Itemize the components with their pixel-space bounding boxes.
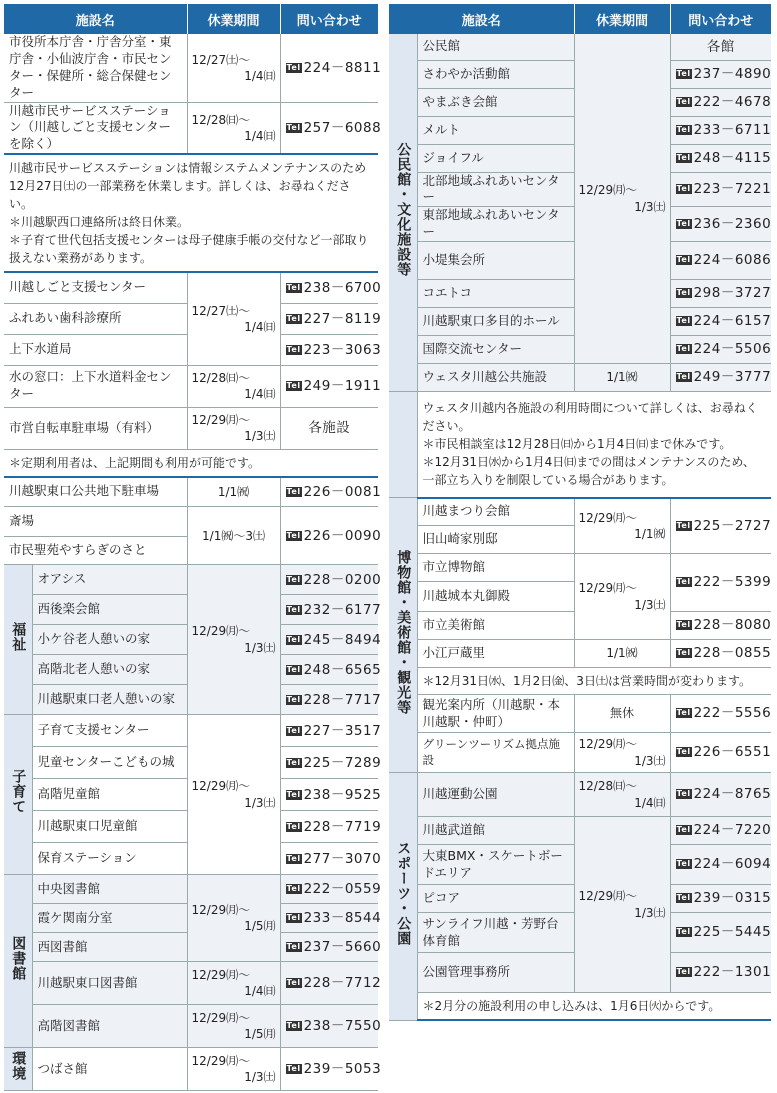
tel-icon: Tel [286,634,301,644]
tel-icon: Tel [676,219,691,229]
phone: Tel 223－7221 [670,172,771,207]
facility-name: 公園管理事務所 [417,953,574,993]
facility-name: 旧山崎家別邸 [417,526,574,554]
header-contact: 問い合わせ [670,4,771,34]
note-row [389,668,771,695]
facility-name: 川越城本丸御殿 [417,582,574,612]
facility-name: 川越駅東口多目的ホール [417,308,574,336]
phone: Tel 222－5399 [670,554,771,612]
phone: Tel 228－0200 [280,565,378,595]
tel-icon: Tel [676,620,691,630]
tel-icon: Tel [676,825,691,835]
tel-icon: Tel [286,344,301,354]
phone: Tel 222－5556 [670,695,771,733]
period: 12/28㈰～ 1/4㈰ [187,365,280,407]
facility-name: 川越駅東口老人憩いの家 [32,685,187,715]
tel-icon: Tel [676,255,691,265]
facility-name: 川越駅東口公共地下駐車場 [4,477,187,507]
tel-icon: Tel [286,1064,301,1074]
facility-name: 公民館 [417,34,574,60]
phone: Tel 248－6565 [280,655,378,685]
tel-icon: Tel [286,282,301,292]
category-museum: 博物館・美術館・観光等 [389,498,417,773]
table-row [4,365,378,407]
phone: Tel 238－6700 [280,272,378,303]
phone: Tel 232－6177 [280,595,378,625]
tel-icon: Tel [286,574,301,584]
tel-icon: Tel [676,648,691,658]
facility-name: 市立博物館 [417,554,574,582]
category-culture: 公民館・文化施設等 [389,34,417,392]
phone: Tel 233－8544 [280,904,378,933]
header-facility: 施設名 [4,4,187,34]
tel-icon: Tel [286,486,301,496]
phone: Tel 238－9525 [280,779,378,811]
facility-name: 小江戸蔵里 [417,640,574,668]
period: 1/1㈷ [574,640,670,668]
tel-icon: Tel [676,789,691,799]
period: 12/28㈰～ 1/4㈰ [187,102,280,154]
facility-name: 児童センターこどもの城 [32,747,187,779]
tel-icon: Tel [676,344,691,354]
period: 12/29㈪～ 1/3㈯ [574,817,670,993]
facility-name: 水の窓口：上下水道料金センター [4,365,187,407]
tel-icon: Tel [286,664,301,674]
phone: Tel 298－3727 [670,280,771,308]
tel-icon: Tel [286,381,301,391]
phone: Tel 224－7220 [670,817,771,845]
phone: Tel 222－0559 [280,875,378,904]
tel-icon: Tel [676,184,691,194]
tel-icon: Tel [286,604,301,614]
facility-name: オアシス [32,565,187,595]
facility-name: さわやか活動館 [417,60,574,88]
facility-name: 保育ステーション [32,843,187,875]
tel-icon: Tel [286,530,301,540]
table-row [4,875,378,904]
tel-icon: Tel [676,708,691,718]
table-row [4,34,378,102]
facility-name: ふれあい歯科診療所 [4,303,187,334]
tel-icon: Tel [286,978,301,988]
tel-icon: Tel [286,789,301,799]
phone: Tel 237－4890 [670,60,771,88]
table-row [4,962,378,1005]
period: 12/29㈪～ 1/3㈯ [187,565,280,715]
facility-name: 大東BMX・スケートボードエリア [417,845,574,885]
tel-icon: Tel [676,893,691,903]
note: ＊定期利用者は、上記期間も利用が可能です。 [4,449,378,477]
note-row [4,154,378,272]
table-row [389,773,771,817]
category-child: 子育て [4,715,32,875]
facility-name: つばさ館 [32,1048,187,1091]
tel-icon: Tel [286,1021,301,1031]
facility-name: メルト [417,116,574,144]
facility-name: 高階北老人憩いの家 [32,655,187,685]
table-row [389,554,771,582]
period: 12/29㈪～ 1/3㈯ [574,554,670,640]
tel-icon: Tel [286,913,301,923]
phone: Tel 225－7289 [280,747,378,779]
period: 12/29㈪～ 1/3㈯ [187,1048,280,1091]
table-header [4,4,378,34]
period: 12/29㈪～ 1/1㈷ [574,498,670,554]
phone: Tel 233－6711 [670,116,771,144]
tel-icon: Tel [286,757,301,767]
header-period: 休業期間 [187,4,280,34]
phone: Tel 236－2360 [670,207,771,242]
phone: Tel 222－4678 [670,88,771,116]
phone: Tel 249－3777 [670,364,771,392]
header-facility: 施設名 [389,4,574,34]
phone: Tel 226－0090 [280,507,378,565]
phone: Tel 224－5506 [670,336,771,364]
tel-icon: Tel [286,942,301,952]
phone: Tel 224－8765 [670,773,771,817]
phone: Tel 228－7717 [280,685,378,715]
table-row [389,733,771,773]
period: 12/29㈪～ 1/3㈯ [574,733,670,773]
note: ＊2月分の施設利用の申し込みは、1月6日㈫からです。 [417,993,771,1021]
table-row [4,477,378,507]
phone: Tel 248－4115 [670,144,771,172]
table-row [4,565,378,595]
facility-name: 川越市民サービスステーション（川越しごと支援センターを除く） [4,102,187,154]
category-sports: スポーツ・公園 [389,773,417,1021]
phone: Tel 224－8811 [280,34,378,102]
facility-name: 川越運動公園 [417,773,574,817]
facility-name: 東部地域ふれあいセンター [417,207,574,242]
table-row [4,102,378,154]
facility-name: 小ケ谷老人憩いの家 [32,625,187,655]
note-row [389,392,771,498]
phone: Tel 228－0855 [670,640,771,668]
period: 12/29㈪～ 1/3㈯ [187,715,280,875]
facility-name: 市役所本庁舎・庁舎分室・東庁舎・小仙波庁舎・市民センター・保健所・総合保健センター [4,34,187,102]
category-welfare: 福祉 [4,565,32,715]
table-row [4,272,378,303]
period: 無休 [574,695,670,733]
phone: Tel 239－0315 [670,885,771,913]
tel-icon: Tel [676,372,691,382]
facility-name: やまぶき会館 [417,88,574,116]
facility-name: 川越まつり会館 [417,498,574,526]
phone: Tel 225－5445 [670,913,771,953]
phone: Tel 227－8119 [280,303,378,334]
facility-name: 上下水道局 [4,334,187,365]
tel-icon: Tel [286,725,301,735]
right-schedule-table [389,4,771,1021]
tel-icon: Tel [676,577,691,587]
facility-name: 市民聖苑やすらぎのさと [4,537,187,565]
phone: Tel 224－6094 [670,845,771,885]
table-row [389,695,771,733]
facility-name: 子育て支援センター [32,715,187,747]
phone: Tel 228－7719 [280,811,378,843]
period: 1/1㈷ [574,364,670,392]
period: 12/29㈪～ 1/3㈯ [574,34,670,364]
note-row [389,993,771,1021]
phone: Tel 239－5053 [280,1048,378,1091]
facility-name: 北部地域ふれあいセンター [417,172,574,207]
tel-icon: Tel [676,316,691,326]
facility-name: 斎場 [4,507,187,537]
tel-icon: Tel [676,124,691,134]
header-period: 休業期間 [574,4,670,34]
facility-name: 川越駅東口児童館 [32,811,187,843]
phone: Tel 225－2727 [670,498,771,554]
contact: 各施設 [280,407,378,449]
tel-icon: Tel [676,747,691,757]
facility-name: 川越武道館 [417,817,574,845]
facility-name: グリーンツーリズム拠点施設 [417,733,574,773]
phone: Tel 228－8080 [670,612,771,640]
phone: Tel 245－8494 [280,625,378,655]
period: 12/29㈪～ 1/5㈪ [187,875,280,962]
left-schedule-table [4,4,382,1091]
facility-name: サンライフ川越・芳野台体育館 [417,913,574,953]
facility-name: 西図書館 [32,933,187,962]
facility-name: 市立美術館 [417,612,574,640]
phone: Tel 227－3517 [280,715,378,747]
phone: Tel 238－7550 [280,1005,378,1048]
table-row [4,1048,378,1091]
tel-icon: Tel [286,884,301,894]
phone: Tel 223－3063 [280,334,378,365]
table-row [389,498,771,526]
tel-icon: Tel [676,859,691,869]
phone: Tel 249－1911 [280,365,378,407]
phone: Tel 224－6157 [670,308,771,336]
facility-name: 観光案内所（川越駅・本川越駅・仲町） [417,695,574,733]
table-row [4,407,378,449]
facility-name: ジョイフル [417,144,574,172]
tel-icon: Tel [676,967,691,977]
table-row [389,817,771,845]
table-row [4,715,378,747]
category-library: 図書館 [4,875,32,1048]
note: ウェスタ川越内各施設の利用時間について詳しくは、お尋ねください。 ＊市民相談室は12月28日㈰から1月4日㈰まで休みです。 ＊12月31日㈬から1月4日㈰までの間はメンテナンスのため、一部立ち入りを制限している場合があります。 [417,392,771,498]
phone: Tel 224－6086 [670,242,771,280]
header-contact: 問い合わせ [280,4,378,34]
table-header [389,4,771,34]
table-row [389,34,771,60]
table-row [389,640,771,668]
facility-name: 高階児童館 [32,779,187,811]
phone: Tel 228－7712 [280,962,378,1005]
tel-icon: Tel [676,520,691,530]
facility-name: ウェスタ川越公共施設 [417,364,574,392]
tel-icon: Tel [676,68,691,78]
phone: Tel 222－1301 [670,953,771,993]
contact: 各館 [670,34,771,60]
period: 1/1㈷～3㈯ [187,507,280,565]
tel-icon: Tel [676,927,691,937]
phone: Tel 277－3070 [280,843,378,875]
facility-name: 中央図書館 [32,875,187,904]
phone: Tel 257－6088 [280,102,378,154]
note: ＊12月31日㈬、1月2日㈮、3日㈯は営業時間が変わります。 [417,668,771,695]
category-culture-cont [389,392,417,498]
period: 12/27㈯～ 1/4㈰ [187,272,280,365]
facility-name: 国際交流センター [417,336,574,364]
facility-name: 川越駅東口図書館 [32,962,187,1005]
period: 12/27㈯～ 1/4㈰ [187,34,280,102]
tel-icon: Tel [286,694,301,704]
period: 12/29㈪～ 1/5㈪ [187,1005,280,1048]
facility-name: 小堤集会所 [417,242,574,280]
facility-name: 市営自転車駐車場（有料） [4,407,187,449]
note-row [4,449,378,477]
phone: Tel 226－6551 [670,733,771,773]
facility-name: 西後楽会館 [32,595,187,625]
tel-icon: Tel [286,313,301,323]
facility-name: 霞ケ関南分室 [32,904,187,933]
period: 12/28㈰～ 1/4㈰ [574,773,670,817]
tel-icon: Tel [286,122,301,132]
tel-icon: Tel [286,821,301,831]
table-row [4,1005,378,1048]
facility-name: コエトコ [417,280,574,308]
tel-icon: Tel [676,152,691,162]
tel-icon: Tel [286,853,301,863]
tel-icon: Tel [676,96,691,106]
facility-name: 川越しごと支援センター [4,272,187,303]
phone: Tel 237－5660 [280,933,378,962]
period: 12/29㈪～ 1/3㈯ [187,407,280,449]
table-row [389,364,771,392]
category-environment: 環境 [4,1048,32,1091]
facility-name: ピコア [417,885,574,913]
period: 1/1㈷ [187,477,280,507]
tel-icon: Tel [676,288,691,298]
phone: Tel 226－0081 [280,477,378,507]
period: 12/29㈪～ 1/4㈰ [187,962,280,1005]
facility-name: 高階図書館 [32,1005,187,1048]
table-row [4,507,378,537]
note: 川越市民サービスステーションは情報システムメンテナンスのため12月27日㈯の一部業務を休業します。詳しくは、お尋ねください。 ＊川越駅西口連絡所は終日休業。 ＊子育て世代包括支援センターは母子健康手帳の交付など一部取り扱えない業務があります。 [4,154,378,272]
tel-icon: Tel [286,62,301,72]
